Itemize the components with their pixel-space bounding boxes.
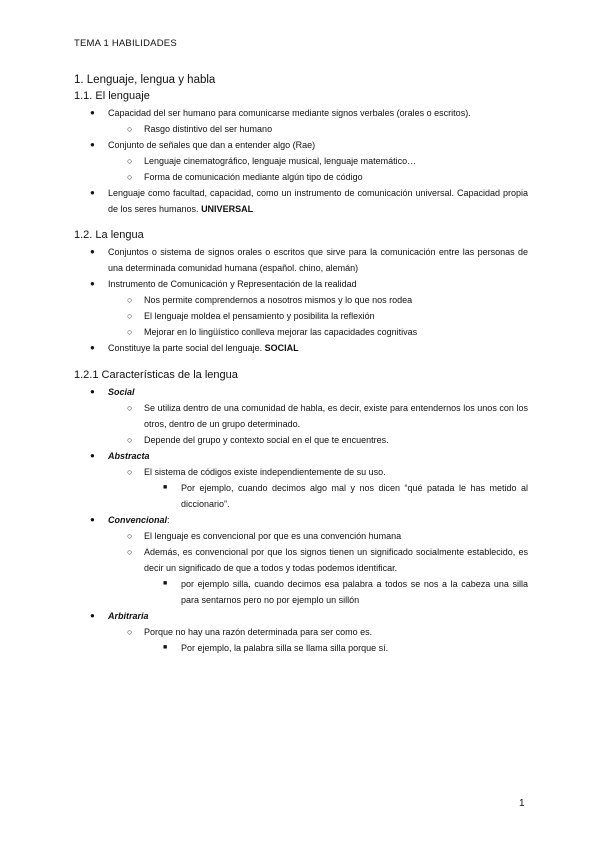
list-item: ○ Forma de comunicación mediante algún tipo de código (74, 169, 528, 185)
square-bullet-icon: ■ (163, 580, 168, 587)
circle-bullet-icon: ○ (127, 172, 133, 182)
list-item: ● Abstracta (74, 448, 528, 464)
circle-bullet-icon: ○ (127, 467, 133, 477)
section-title-1-2: 1.2. La lengua (74, 229, 144, 241)
bullet-icon: ● (90, 140, 95, 149)
list-item: ■ Por ejemplo, la palabra silla se llama silla porque sí. (74, 640, 528, 656)
list-item: ● Social (74, 384, 528, 400)
page-number: 1 (519, 798, 525, 809)
list-item: ● Constituye la parte social del lenguaje. SOCIAL (74, 340, 528, 356)
list-item: ■ Por ejemplo, cuando decimos algo mal y nos dicen “qué patada le has metido al diccionario”. (74, 480, 528, 512)
keyword-social: SOCIAL (264, 343, 299, 353)
list-item: ○ Además, es convencional por que los signos tienen un significado socialmente establecido, es decir un significado de que a todos y todas podemos identificar. (74, 544, 528, 576)
bullet-icon: ● (90, 279, 95, 288)
list-item: ○ Mejorar en lo lingüístico conlleva mejorar las capacidades cognitivas (74, 324, 528, 340)
list-1-2-1 (74, 384, 528, 656)
page-header: TEMA 1 HABILIDADES (74, 38, 177, 49)
list-item: ● Lenguaje como facultad, capacidad, como un instrumento de comunicación universal. Capacidad propia de los seres humanos. UNIVERSAL (74, 185, 528, 217)
bullet-icon: ● (90, 515, 95, 524)
list-item: ○ Lenguaje cinematográfico, lenguaje musical, lenguaje matemático… (74, 153, 528, 169)
list-item: ○ Depende del grupo y contexto social en el que te encuentres. (74, 432, 528, 448)
circle-bullet-icon: ○ (127, 295, 133, 305)
list-item: ○ Se utiliza dentro de una comunidad de habla, es decir, existe para entendernos los unos con los otros, dentro de un grupo determinado. (74, 400, 528, 432)
circle-bullet-icon: ○ (127, 435, 133, 445)
list-1-2 (74, 244, 528, 356)
circle-bullet-icon: ○ (127, 124, 133, 134)
document-body (74, 72, 528, 656)
keyword-universal: UNIVERSAL (201, 204, 254, 214)
bullet-icon: ● (90, 611, 95, 620)
list-item: ■ por ejemplo silla, cuando decimos esa palabra a todos se nos a la cabeza una silla para sentarnos pero no por ejemplo un sillón (74, 576, 528, 608)
list-item: ○ Rasgo distintivo del ser humano (74, 121, 528, 137)
bullet-icon: ● (90, 188, 95, 197)
list-item: ○ Nos permite comprendernos a nosotros mismos y lo que nos rodea (74, 292, 528, 308)
circle-bullet-icon: ○ (127, 311, 133, 321)
list-item: ○ El lenguaje moldea el pensamiento y posibilita la reflexión (74, 308, 528, 324)
list-item: ● Conjunto de señales que dan a entender algo (Rae) (74, 137, 528, 153)
square-bullet-icon: ■ (163, 484, 168, 491)
bullet-icon: ● (90, 108, 95, 117)
list-item: ● Conjuntos o sistema de signos orales o escritos que sirve para la comunicación entre las personas de una determinada comunidad humana (español. chino, alemán) (74, 244, 528, 276)
bullet-icon: ● (90, 451, 95, 460)
square-bullet-icon: ■ (163, 644, 168, 651)
list-item: ● Capacidad del ser humano para comunicarse mediante signos verbales (orales o escritos). (74, 105, 528, 121)
section-title-1: 1. Lenguaje, lengua y habla (74, 74, 216, 86)
list-item: ○ Porque no hay una razón determinada para ser como es. (74, 624, 528, 640)
circle-bullet-icon: ○ (127, 531, 133, 541)
circle-bullet-icon: ○ (127, 403, 133, 413)
list-1-1 (74, 105, 528, 217)
list-item: ● Convencional: (74, 512, 528, 528)
list-item: ● Arbitraria (74, 608, 528, 624)
circle-bullet-icon: ○ (127, 627, 133, 637)
section-title-1-2-1: 1.2.1 Características de la lengua (74, 369, 238, 381)
list-item: ○ El sistema de códigos existe independientemente de su uso. (74, 464, 528, 480)
bullet-icon: ● (90, 343, 95, 352)
section-title-1-1: 1.1. El lenguaje (74, 90, 150, 102)
bullet-icon: ● (90, 387, 95, 396)
circle-bullet-icon: ○ (127, 327, 133, 337)
circle-bullet-icon: ○ (127, 156, 133, 166)
list-item: ○ El lenguaje es convencional por que es una convención humana (74, 528, 528, 544)
bullet-icon: ● (90, 247, 95, 256)
list-item: ● Instrumento de Comunicación y Representación de la realidad (74, 276, 528, 292)
circle-bullet-icon: ○ (127, 547, 133, 557)
